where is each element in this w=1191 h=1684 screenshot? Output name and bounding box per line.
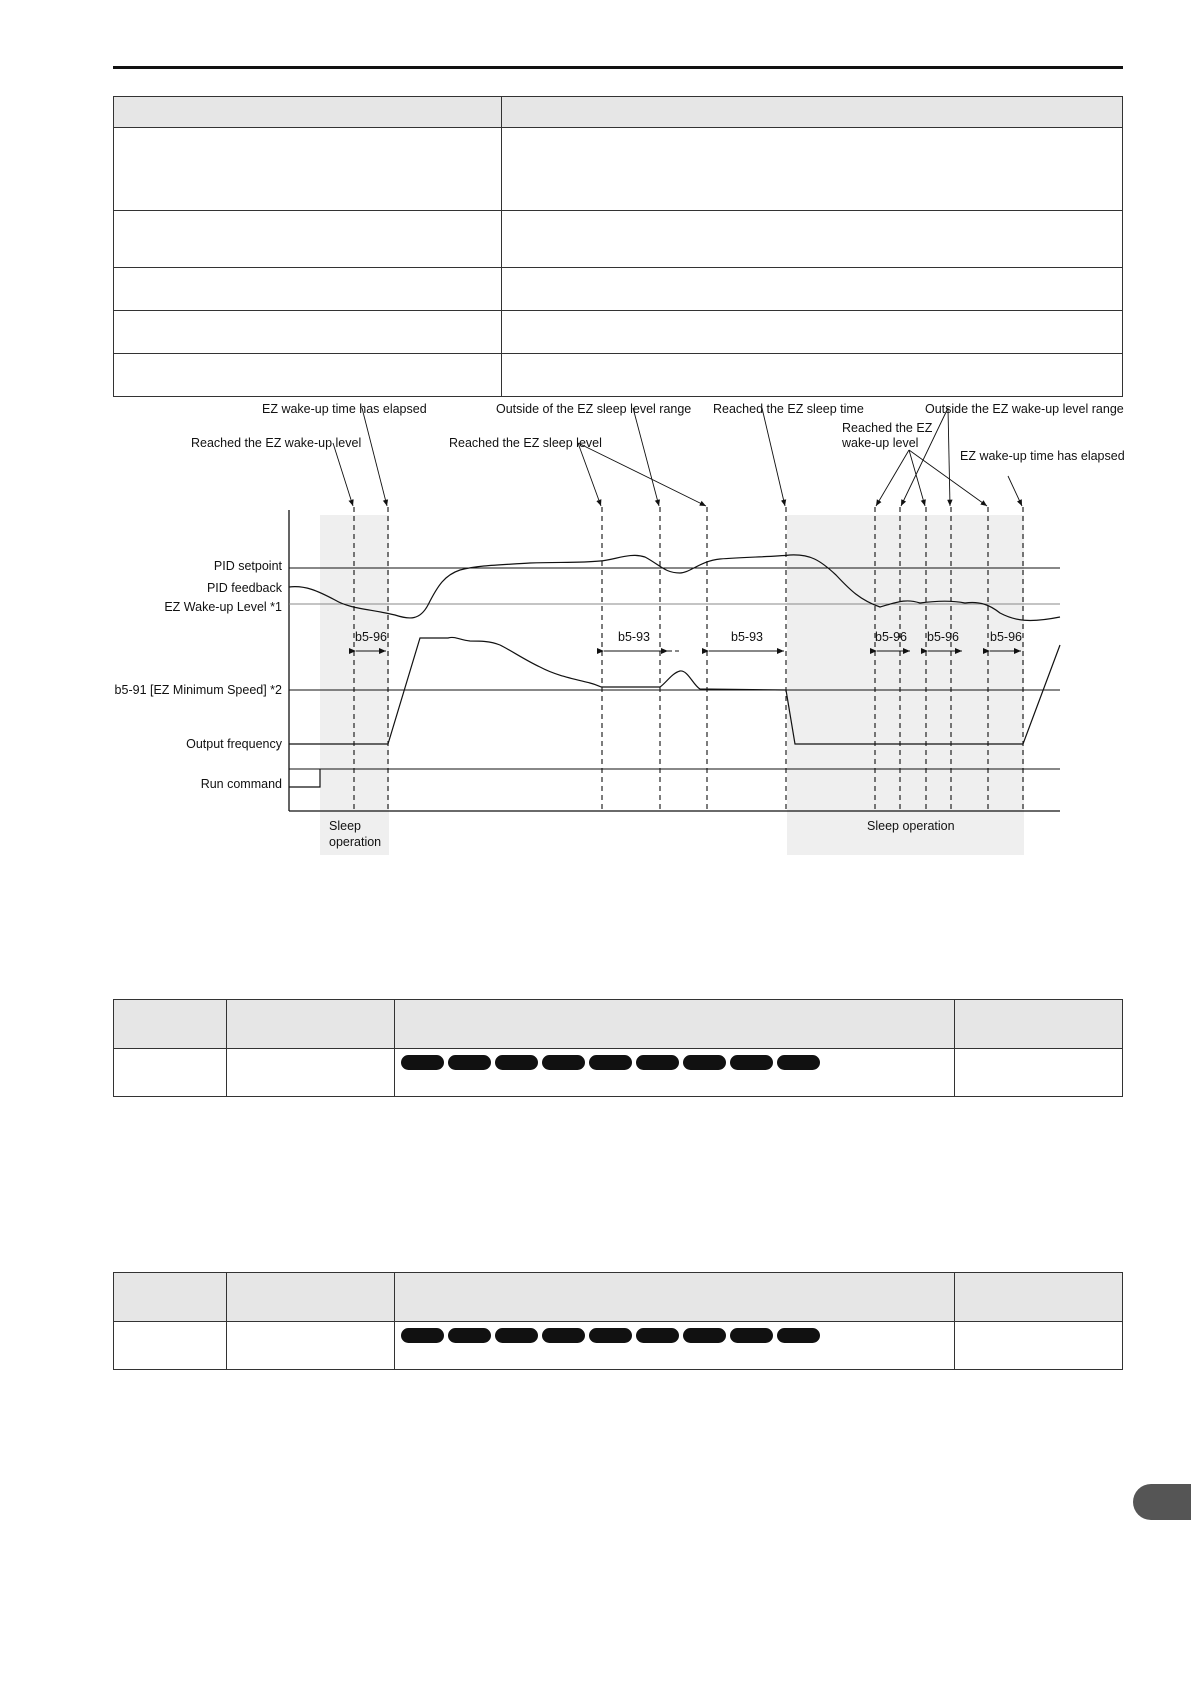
applicable-modes-cell bbox=[395, 1322, 955, 1370]
table-header-cell bbox=[395, 1273, 955, 1322]
mode-badges bbox=[395, 1049, 954, 1070]
annotation-outside-sleep-range: Outside of the EZ sleep level range bbox=[496, 402, 692, 416]
interval-label-b593: b5-93 bbox=[731, 630, 763, 644]
applicable-modes-cell bbox=[395, 1049, 955, 1097]
region-label-sleep-1b: operation bbox=[329, 835, 382, 849]
parameter-table-1 bbox=[113, 999, 1123, 1097]
annotation-reached-wakeup-level-2b: wake-up level bbox=[842, 436, 919, 450]
table-header-cell bbox=[502, 97, 1123, 128]
interval-label-b596: b5-96 bbox=[355, 630, 387, 644]
mode-badge bbox=[777, 1328, 820, 1343]
table-header-cell bbox=[114, 1273, 227, 1322]
table-row bbox=[114, 1322, 1123, 1370]
interval-label-b596: b5-96 bbox=[875, 630, 907, 644]
annotation-wakeup-time-elapsed-2: EZ wake-up time has elapsed bbox=[960, 449, 1125, 463]
mode-badge bbox=[730, 1055, 773, 1070]
label-run-command: Run command bbox=[200, 777, 282, 791]
table-header-cell bbox=[395, 1000, 955, 1049]
mode-badge bbox=[589, 1055, 632, 1070]
mode-badge bbox=[542, 1055, 585, 1070]
interval-label-b593: b5-93 bbox=[618, 630, 650, 644]
table-header-cell bbox=[955, 1273, 1123, 1322]
label-pid-feedback: PID feedback bbox=[206, 581, 282, 595]
interval-label-b596: b5-96 bbox=[990, 630, 1022, 644]
label-wakeup-level: EZ Wake-up Level *1 bbox=[164, 600, 282, 614]
mode-badge bbox=[589, 1328, 632, 1343]
mode-badge bbox=[401, 1328, 444, 1343]
table-header-cell bbox=[227, 1273, 395, 1322]
run-command-step bbox=[289, 769, 320, 787]
annotation-outside-wakeup-range: Outside the EZ wake-up level range bbox=[925, 402, 1124, 416]
settings-table bbox=[113, 96, 1123, 397]
annotation-reached-wakeup-level-1: Reached the EZ wake-up level bbox=[191, 436, 362, 450]
mode-badge bbox=[495, 1055, 538, 1070]
ez-sleep-timing-diagram bbox=[0, 395, 1191, 865]
mode-badge bbox=[448, 1055, 491, 1070]
parameter-table-2 bbox=[113, 1272, 1123, 1370]
table-row bbox=[114, 211, 1123, 268]
annotation-reached-sleep-level: Reached the EZ sleep level bbox=[449, 436, 602, 450]
table-header-cell bbox=[955, 1000, 1123, 1049]
table-header-cell bbox=[227, 1000, 395, 1049]
mode-badge bbox=[636, 1055, 679, 1070]
region-label-sleep-1a: Sleep bbox=[329, 819, 361, 833]
mode-badge bbox=[542, 1328, 585, 1343]
table-header-cell bbox=[114, 97, 502, 128]
label-min-speed: b5-91 [EZ Minimum Speed] *2 bbox=[114, 683, 282, 697]
mode-badge bbox=[495, 1328, 538, 1343]
label-output-frequency: Output frequency bbox=[186, 737, 282, 751]
table-row bbox=[114, 1049, 1123, 1097]
interval-label-b596: b5-96 bbox=[927, 630, 959, 644]
mode-badge bbox=[448, 1328, 491, 1343]
table-row bbox=[114, 268, 1123, 311]
chapter-tab-marker bbox=[1133, 1484, 1191, 1520]
header-rule bbox=[113, 66, 1123, 69]
mode-badge bbox=[683, 1328, 726, 1343]
mode-badge bbox=[683, 1055, 726, 1070]
annotation-reached-sleep-time: Reached the EZ sleep time bbox=[713, 402, 864, 416]
table-row bbox=[114, 311, 1123, 354]
annotation-wakeup-time-elapsed-1: EZ wake-up time has elapsed bbox=[262, 402, 427, 416]
mode-badges bbox=[395, 1322, 954, 1343]
table-row bbox=[114, 128, 1123, 211]
mode-badge bbox=[730, 1328, 773, 1343]
table-header-cell bbox=[114, 1000, 227, 1049]
mode-badge bbox=[401, 1055, 444, 1070]
label-pid-setpoint: PID setpoint bbox=[213, 559, 282, 573]
mode-badge bbox=[636, 1328, 679, 1343]
region-label-sleep-2: Sleep operation bbox=[867, 819, 955, 833]
mode-badge bbox=[777, 1055, 820, 1070]
table-row bbox=[114, 354, 1123, 397]
annotation-reached-wakeup-level-2a: Reached the EZ bbox=[842, 421, 933, 435]
